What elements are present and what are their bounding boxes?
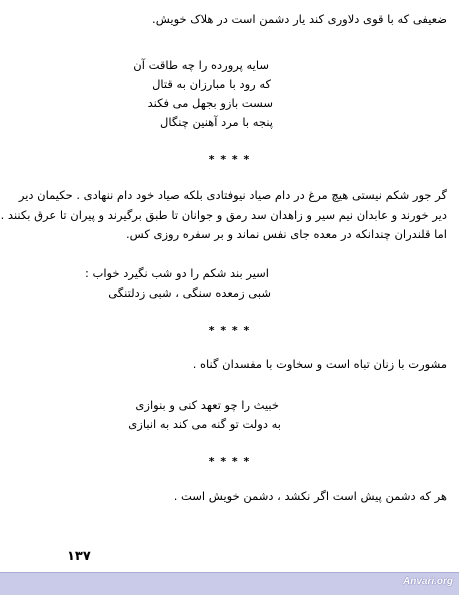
section1-intro: ضعیفی که با قوی دلاوری کند یار دشمن است در هلاک خویش. bbox=[152, 12, 447, 26]
verse-line: سست بازو بجهل می فکند bbox=[147, 96, 273, 110]
prose-line: دیر خورند و عابدان نیم سیر و زاهدان سد رمق و جوانان تا طبق برگیرند و پیران تا عرق بکنند . bbox=[0, 208, 447, 222]
prose-line: اما قلندران چندانکه در معده جای نفس نماند و بر سفره روزی کس. bbox=[126, 227, 447, 241]
watermark-logo: Anvari.org bbox=[402, 576, 453, 587]
prose-line: گر جور شکم نیستی هیچ مرغ در دام صیاد نیوفتادی بلکه صیاد خود دام ننهادی . حکیمان دیر bbox=[18, 188, 447, 202]
verse-line: به دولت تو گنه می کند به انبازی bbox=[128, 417, 281, 431]
section-separator: * * * * bbox=[208, 455, 251, 468]
verse-line: که رود با مبارزان به قتال bbox=[152, 77, 271, 91]
section-separator: * * * * bbox=[208, 153, 251, 166]
footer-bar bbox=[0, 572, 459, 595]
verse-line: شبی زمعده سنگی ، شبی زدلتنگی bbox=[108, 286, 271, 300]
section-separator: * * * * bbox=[208, 324, 251, 337]
verse-line: اسیر بند شکم را دو شب نگیرد خواب : bbox=[84, 266, 269, 280]
verse-line: خبیث را چو تعهد کنی و بنوازی bbox=[135, 398, 279, 412]
section3-intro: مشورت با زنان تباه است و سخاوت با مفسدان گناه . bbox=[192, 357, 447, 371]
section4-text: هر که دشمن پیش است اگر نکشد ، دشمن خویش است . bbox=[173, 489, 447, 503]
verse-line: سایه پرورده را چه طاقت آن bbox=[133, 58, 269, 72]
page-number: ۱۳۷ bbox=[67, 549, 91, 564]
verse-line: پنجه با مرد آهنین چنگال bbox=[160, 115, 273, 129]
